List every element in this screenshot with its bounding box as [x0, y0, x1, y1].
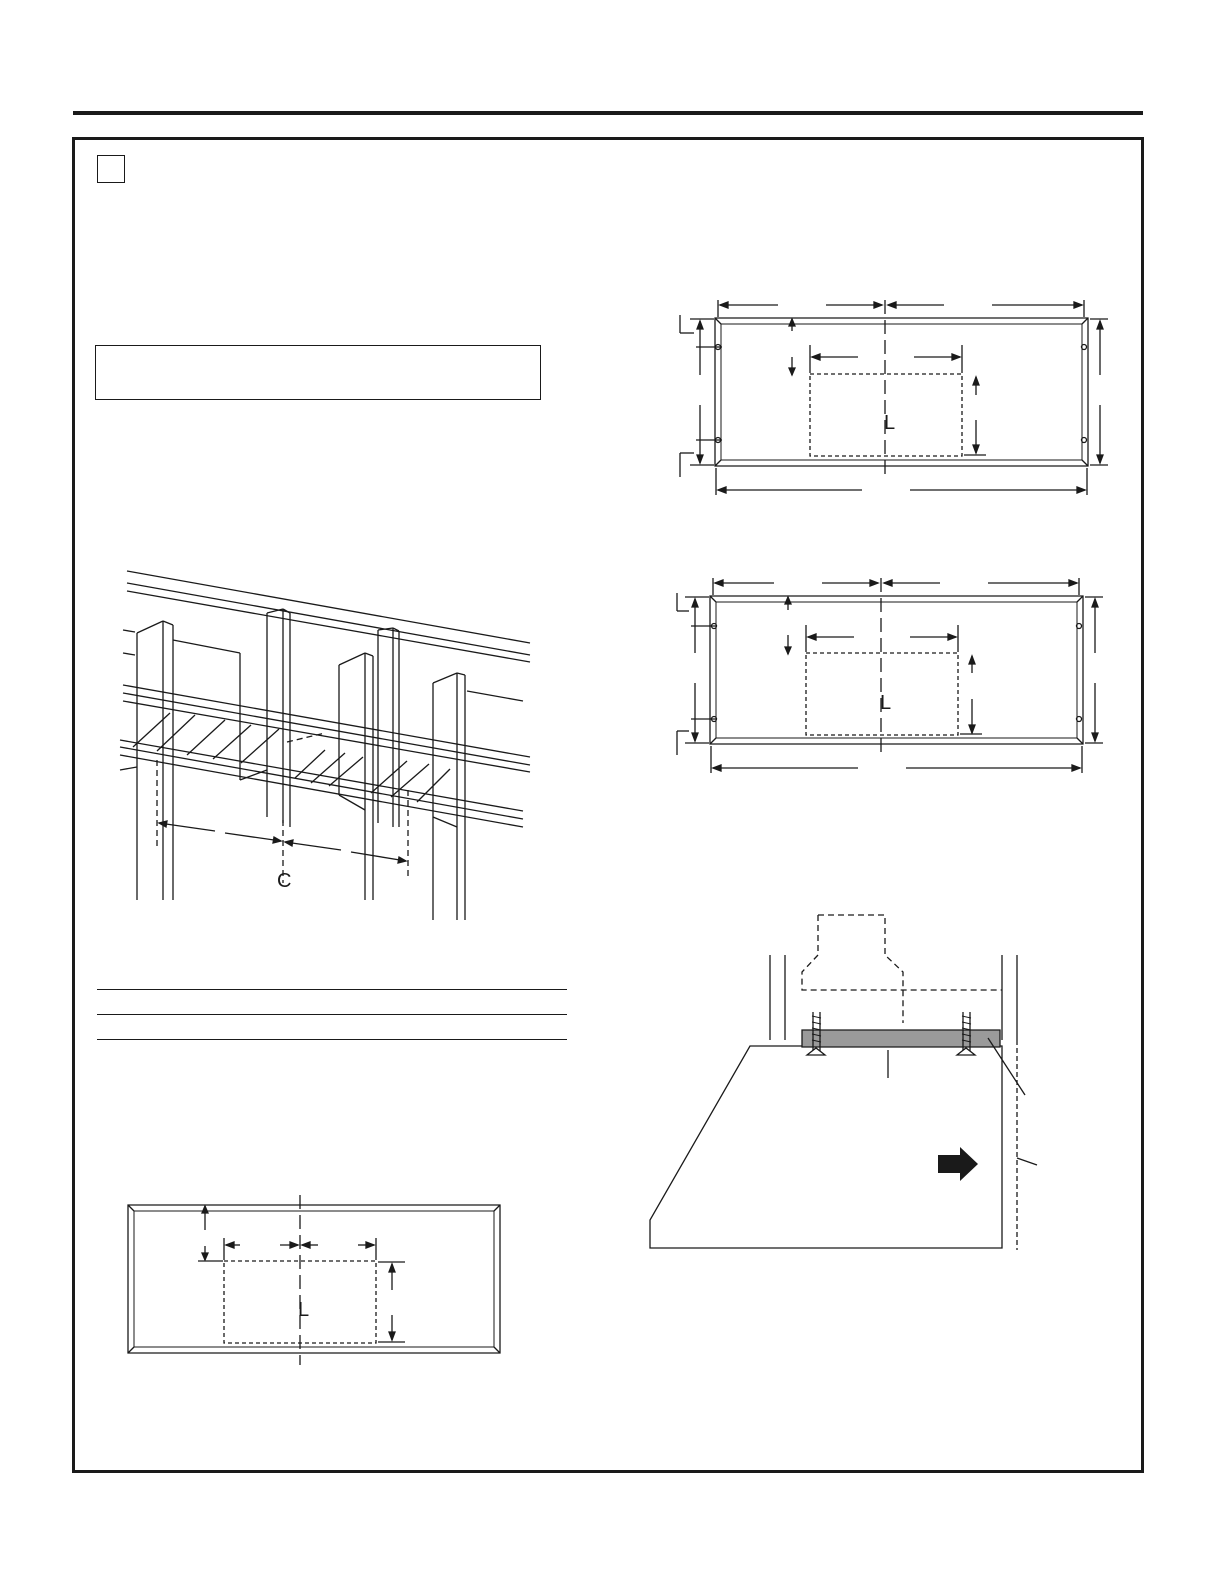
note-box: [95, 345, 541, 400]
cabinet-framing-illustration: [115, 565, 535, 925]
centerline-symbol: L: [880, 692, 892, 714]
table-rule-2: [97, 1014, 567, 1015]
direction-arrow-icon: [938, 1147, 978, 1181]
mounting-template-small: [120, 1190, 510, 1370]
table-rule-1: [97, 989, 567, 990]
table-rule-3: [97, 1039, 567, 1040]
centerline-symbol: C: [277, 870, 292, 892]
centerline-symbol: L: [298, 1299, 310, 1321]
header-rule: [73, 111, 1143, 115]
step-number-box: [97, 155, 125, 183]
mounting-bracket-section-illustration: [645, 910, 1045, 1255]
centerline-symbol: L: [884, 412, 896, 434]
mounting-template-lower: [670, 573, 1120, 783]
mounting-template-upper: [670, 295, 1120, 505]
